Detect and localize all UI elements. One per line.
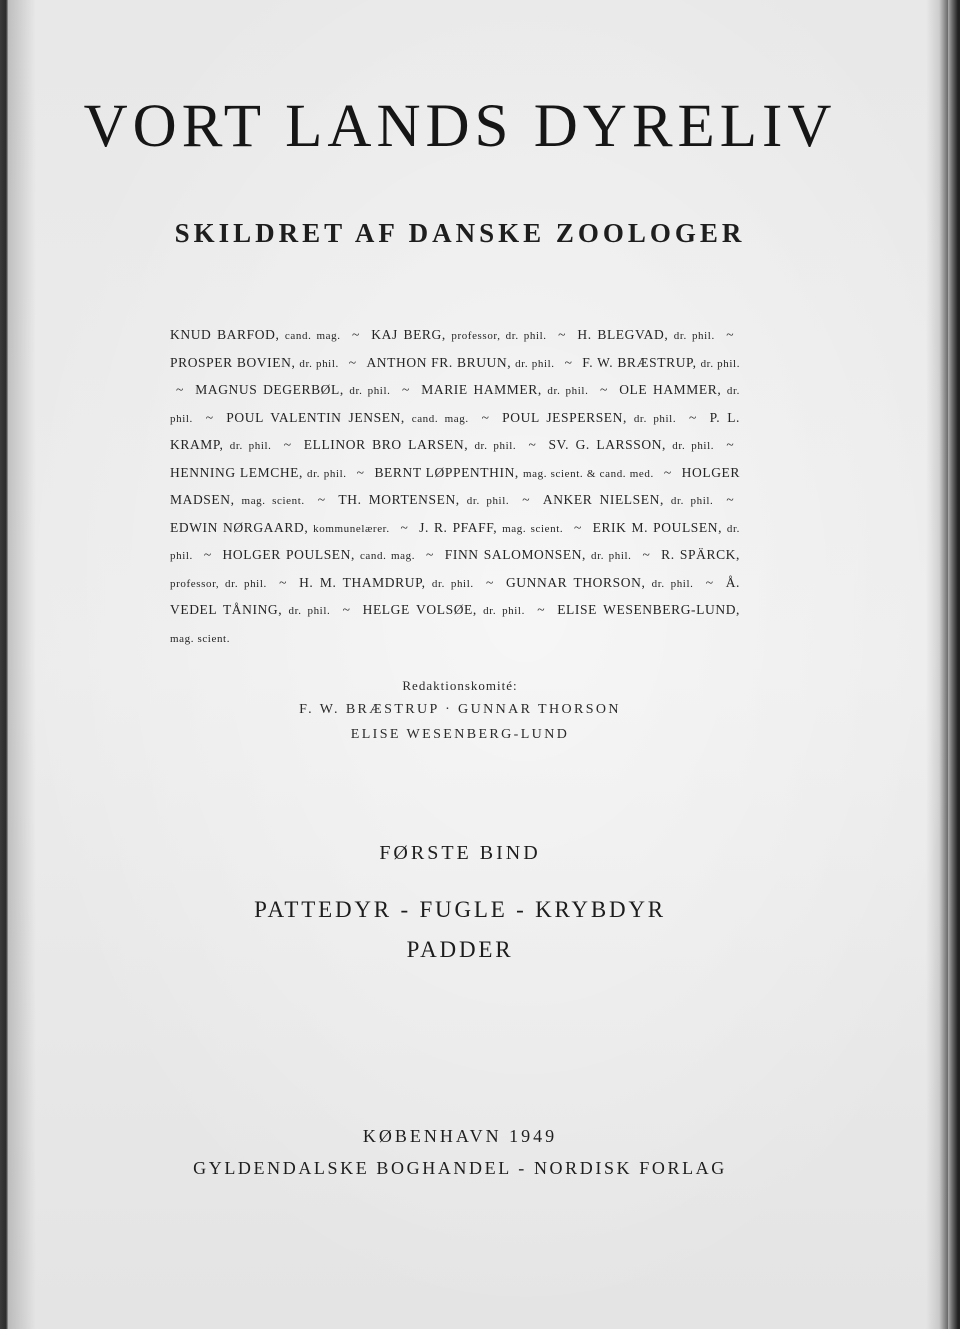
contributor-degree: dr. phil. [431,577,474,590]
place-and-year: KØBENHAVN 1949 [362,1126,558,1146]
contributor-entry [419,520,563,535]
contributor-separator: ~ [537,602,545,617]
contributor-separator: ~ [317,492,326,507]
contributor-separator: ~ [402,382,410,397]
volume-contents-line-2: PADDER [406,937,514,962]
contributor-degree: mag. scient. [502,522,564,535]
editorial-committee-label: Redaktionskomité: [402,678,518,693]
contributor-degree: dr. phil. [229,440,272,452]
contributor-name: H. M. THAMDRUP, [299,574,426,590]
contributor-entry [195,382,390,397]
book-subtitle: SKILDRET AF DANSKE ZOOLOGER [174,218,746,248]
contributor-name: J. R. PFAFF, [419,519,498,535]
contributor-separator: ~ [176,382,184,397]
contributor-entry [371,327,546,342]
contributor-name: MAGNUS DEGERBØL, [195,382,344,397]
contributor-name: GUNNAR THORSON, [505,574,646,590]
contributor-entry [374,465,653,480]
contributor-degree: dr. phil. [474,440,517,452]
contributor-entry [548,437,714,452]
contributor-separator: ~ [485,574,494,590]
contributor-separator: ~ [663,464,672,480]
contributor-name: HOLGER MADSEN, [170,464,741,507]
contributor-name: POUL VALENTIN JENSEN, [226,409,405,425]
contributor-entry [445,547,632,562]
contributor-degree: dr. phil. [673,330,715,342]
contributor-degree: dr. phil. [299,357,339,370]
title-page [8,0,948,1329]
contributor-entry [366,355,554,370]
contributor-name: SV. G. LARSSON, [548,437,667,452]
contributor-entry [543,492,714,507]
editorial-committee-line-2: ELISE WESENBERG-LUND [350,727,570,742]
contributor-name: ANKER NIELSEN, [542,492,664,507]
contributor-entry [170,520,390,535]
contributor-name: Å. VEDEL TÅNING, [170,574,741,617]
contributor-name: H. BLEGVAD, [577,327,669,342]
contributor-name: ERIK M. POULSEN, [592,519,723,535]
contributor-degree: dr. phil. [670,495,714,507]
contributor-degree: kommunelærer. [313,522,390,535]
contributor-entry [226,410,468,425]
contributor-name: F. W. BRÆSTRUP, [582,354,697,370]
contributor-separator: ~ [564,354,573,370]
contributor-name: OLE HAMMER, [619,382,722,397]
contributor-name: KNUD BARFOD, [170,327,280,342]
contributor-separator: ~ [283,437,292,452]
contributor-separator: ~ [356,464,365,480]
page-edge [926,0,948,1329]
contributor-name: P. L. KRAMP, [170,409,741,452]
contributor-separator: ~ [426,547,434,562]
contributor-degree: cand. mag. [411,412,469,425]
contributor-degree: mag. scient. [170,632,231,645]
contributor-separator: ~ [203,547,212,562]
contributor-name: EDWIN NØRGAARD, [170,519,309,535]
contributor-degree: dr. phil. [591,550,632,562]
contributor-name: BERNT LØPPENTHIN, [374,464,519,480]
contributor-degree: dr. phil. [349,385,391,397]
contributor-entry [170,465,347,480]
contributor-separator: ~ [574,519,582,535]
contributor-separator: ~ [689,409,697,425]
contributor-entry [421,382,588,397]
contributor-degree: dr. phil. [633,412,677,425]
contributor-name: HENNING LEMCHE, [170,464,303,480]
contributor-degree: professor, dr. phil. [451,330,547,342]
publisher: GYLDENDALSKE BOGHANDEL - NORDISK FORLAG [193,1158,727,1178]
contributor-entry [363,602,525,617]
contributor-degree: mag. scient. [241,495,305,507]
book-title: VORT LANDS DYRELIV [83,93,837,160]
contributor-degree: dr. phil. [700,357,741,370]
contributor-name: HELGE VOLSØE, [362,602,477,617]
volume-label: FØRSTE BIND [379,842,541,864]
contributor-entry [223,547,416,562]
contributor-degree: dr. phil. [651,577,694,590]
contributor-separator: ~ [726,327,735,342]
contributor-name: POUL JESPERSEN, [502,409,627,425]
contributor-separator: ~ [599,382,608,397]
contributor-separator: ~ [558,327,566,342]
contributor-degree: dr. phil. [515,357,555,370]
contributor-name: PROSPER BOVIEN, [170,354,296,370]
contributor-degree: dr. phil. [483,605,525,617]
contributor-name: ELLINOR BRO LARSEN, [303,437,469,452]
contributor-name: ELISE WESENBERG-LUND, [557,602,741,617]
contributor-degree: dr. phil. [466,495,510,507]
contributor-entry [506,575,694,590]
contributor-entry [170,327,341,342]
contributor-name: HOLGER POULSEN, [222,547,355,562]
contributor-degree: cand. mag. [284,330,341,342]
contributor-degree: dr. phil. [288,605,331,617]
contributor-name: KAJ BERG, [371,327,446,342]
contributor-separator: ~ [348,354,357,370]
contributor-degree: mag. scient. & cand. med. [522,467,654,480]
contributor-separator: ~ [481,409,490,425]
contributor-separator: ~ [726,492,735,507]
contributor-entry [299,575,474,590]
contributor-name: FINN SALOMONSEN, [444,547,587,562]
contributor-entry [170,355,339,370]
contributor-entry [304,437,516,452]
contributor-separator: ~ [528,437,537,452]
contributor-degree: cand. mag. [359,550,416,562]
contributor-degree: dr. phil. [170,385,740,425]
contributor-entry [502,410,676,425]
volume-contents-line-1: PATTEDYR - FUGLE - KRYBDYR [254,897,666,922]
contributor-entry [577,327,714,342]
editorial-committee-line-1: F. W. BRÆSTRUP · GUNNAR THORSON [299,702,621,717]
contributor-name: ANTHON FR. BRUUN, [366,354,512,370]
contributor-name: MARIE HAMMER, [421,382,542,397]
contributor-separator: ~ [642,547,651,562]
contributor-degree: dr. phil. [547,385,589,397]
contributor-separator: ~ [279,574,287,590]
contributor-degree: professor, dr. phil. [170,577,267,590]
contributor-separator: ~ [705,574,714,590]
contributor-separator: ~ [522,492,530,507]
contributor-degree: dr. phil. [672,440,715,452]
contributor-separator: ~ [342,602,351,617]
contributor-entry [338,492,509,507]
contributor-degree: dr. phil. [307,467,347,480]
contributor-entry [582,355,740,370]
contributor-separator: ~ [400,519,409,535]
contributor-degree: dr. phil. [170,522,741,562]
contributor-name: TH. MORTENSEN, [338,492,460,507]
contributor-separator: ~ [726,437,735,452]
contributors-list [170,322,740,652]
contributor-separator: ~ [352,327,360,342]
contributor-name: R. SPÄRCK, [661,547,741,562]
contributor-separator: ~ [205,409,214,425]
